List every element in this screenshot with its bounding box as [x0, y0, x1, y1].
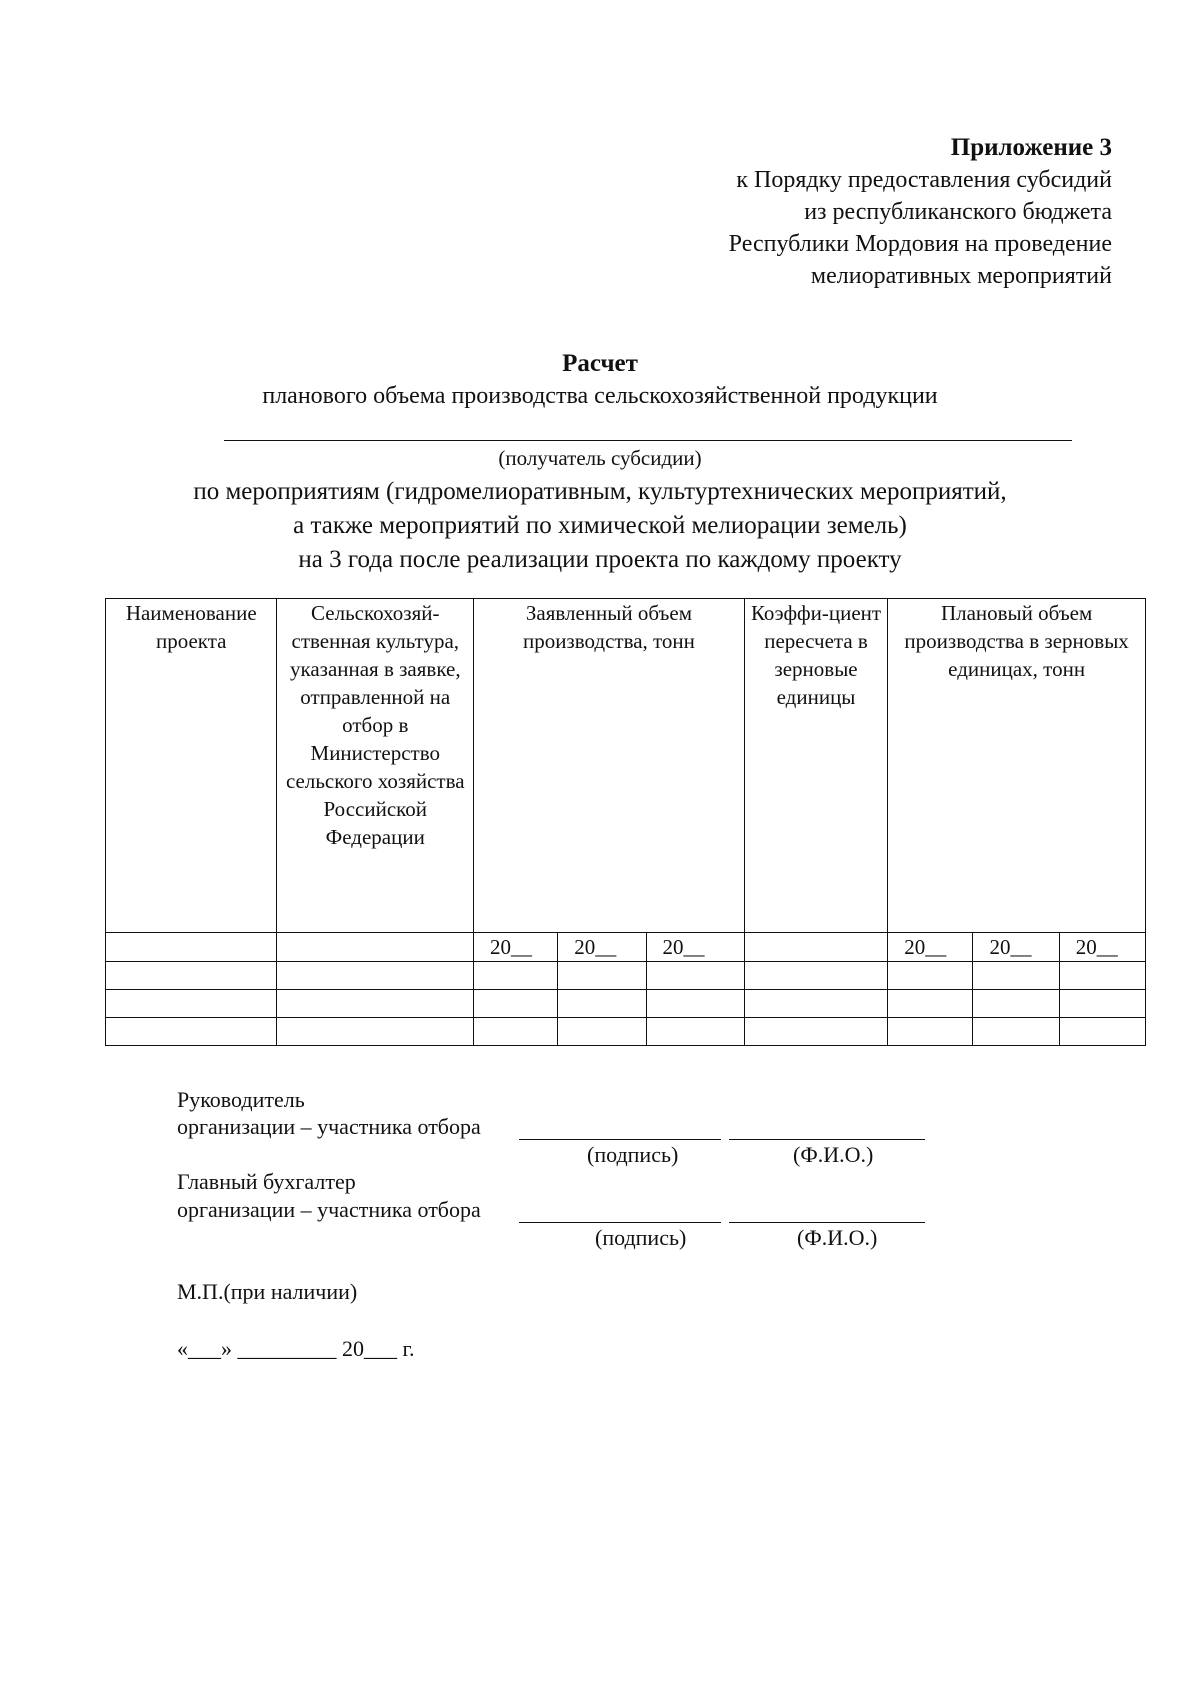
accountant-name-caption: (Ф.И.О.)	[797, 1225, 878, 1250]
table-cell[interactable]	[744, 933, 887, 962]
year-cell[interactable]: 20__	[558, 933, 646, 962]
description-line: а также мероприятий по химической мелиорации земель)	[293, 512, 907, 539]
document-title: Расчет	[562, 350, 638, 377]
head-signature-caption: (подпись)	[587, 1142, 679, 1167]
calculation-table	[105, 598, 1146, 1046]
year-cell[interactable]: 20__	[973, 933, 1059, 962]
year-cell[interactable]: 20__	[646, 933, 744, 962]
header-planned-volume: Плановый объем производства в зерновых единицах, тонн	[888, 599, 1146, 933]
table-cell[interactable]	[1059, 1018, 1145, 1046]
head-name-line[interactable]	[729, 1139, 925, 1140]
table-cell[interactable]	[646, 962, 744, 990]
table-cell[interactable]	[1059, 962, 1145, 990]
accountant-signature-line[interactable]	[519, 1222, 721, 1223]
table-cell[interactable]	[888, 990, 973, 1018]
table-cell[interactable]	[558, 962, 646, 990]
header-project: Наименование проекта	[106, 599, 277, 933]
table-cell[interactable]	[888, 1018, 973, 1046]
description-line: по мероприятиям (гидромелиоративным, культуртехнических мероприятий,	[193, 478, 1007, 505]
table-row	[106, 990, 1146, 1018]
accountant-signature-caption: (подпись)	[595, 1225, 687, 1250]
table-cell[interactable]	[1059, 990, 1145, 1018]
recipient-fill-line[interactable]	[224, 440, 1072, 441]
description-line: на 3 года после реализации проекта по каждому проекту	[298, 546, 902, 573]
appendix-line: к Порядку предоставления субсидий	[736, 167, 1112, 193]
header-declared-volume: Заявленный объем производства, тонн	[474, 599, 745, 933]
table-cell[interactable]	[474, 962, 558, 990]
table-cell[interactable]	[277, 933, 474, 962]
recipient-caption: (получатель субсидии)	[498, 446, 702, 470]
header-crop: Сельскохозяй-ственная культура, указанная в заявке, отправленной на отбор в Министерство сельского хозяйства Российской Федерации	[277, 599, 474, 933]
head-signature-line[interactable]	[519, 1139, 721, 1140]
table-row-years	[106, 933, 1146, 962]
appendix-line: из республиканского бюджета	[804, 199, 1112, 225]
table-cell[interactable]	[973, 962, 1059, 990]
table-cell[interactable]	[474, 990, 558, 1018]
table-cell[interactable]	[277, 962, 474, 990]
appendix-title: Приложение 3	[950, 134, 1112, 161]
stamp-note: М.П.(при наличии)	[177, 1279, 358, 1304]
head-org: организации – участника отбора	[177, 1114, 481, 1139]
table-cell[interactable]	[106, 933, 277, 962]
table-cell[interactable]	[744, 990, 887, 1018]
table-header-row	[106, 599, 1146, 933]
table-cell[interactable]	[277, 990, 474, 1018]
table-cell[interactable]	[888, 962, 973, 990]
table-cell[interactable]	[973, 990, 1059, 1018]
table-cell[interactable]	[558, 990, 646, 1018]
description-block	[0, 475, 1200, 577]
appendix-line: мелиоративных мероприятий	[810, 263, 1112, 289]
document-subtitle: планового объема производства сельскохозяйственной продукции	[262, 383, 938, 409]
table-row	[106, 962, 1146, 990]
appendix-block	[729, 132, 1112, 292]
table-cell[interactable]	[277, 1018, 474, 1046]
table-cell[interactable]	[474, 1018, 558, 1046]
table-cell[interactable]	[106, 962, 277, 990]
table-cell[interactable]	[744, 962, 887, 990]
table-cell[interactable]	[558, 1018, 646, 1046]
head-title: Руководитель	[177, 1087, 305, 1112]
year-cell[interactable]: 20__	[1059, 933, 1145, 962]
table-cell[interactable]	[973, 1018, 1059, 1046]
header-coefficient: Коэффи-циент пересчета в зерновые единицы	[744, 599, 887, 933]
table-cell[interactable]	[106, 1018, 277, 1046]
year-cell[interactable]: 20__	[474, 933, 558, 962]
head-name-caption: (Ф.И.О.)	[793, 1142, 874, 1167]
date-line[interactable]: «___» _________ 20___ г.	[177, 1336, 415, 1361]
year-cell[interactable]: 20__	[888, 933, 973, 962]
table-cell[interactable]	[744, 1018, 887, 1046]
table-row	[106, 1018, 1146, 1046]
appendix-line: Республики Мордовия на проведение	[728, 231, 1112, 257]
table-cell[interactable]	[646, 1018, 744, 1046]
accountant-org: организации – участника отбора	[177, 1197, 481, 1222]
accountant-title: Главный бухгалтер	[177, 1169, 356, 1194]
table-cell[interactable]	[646, 990, 744, 1018]
accountant-name-line[interactable]	[729, 1222, 925, 1223]
table-cell[interactable]	[106, 990, 277, 1018]
